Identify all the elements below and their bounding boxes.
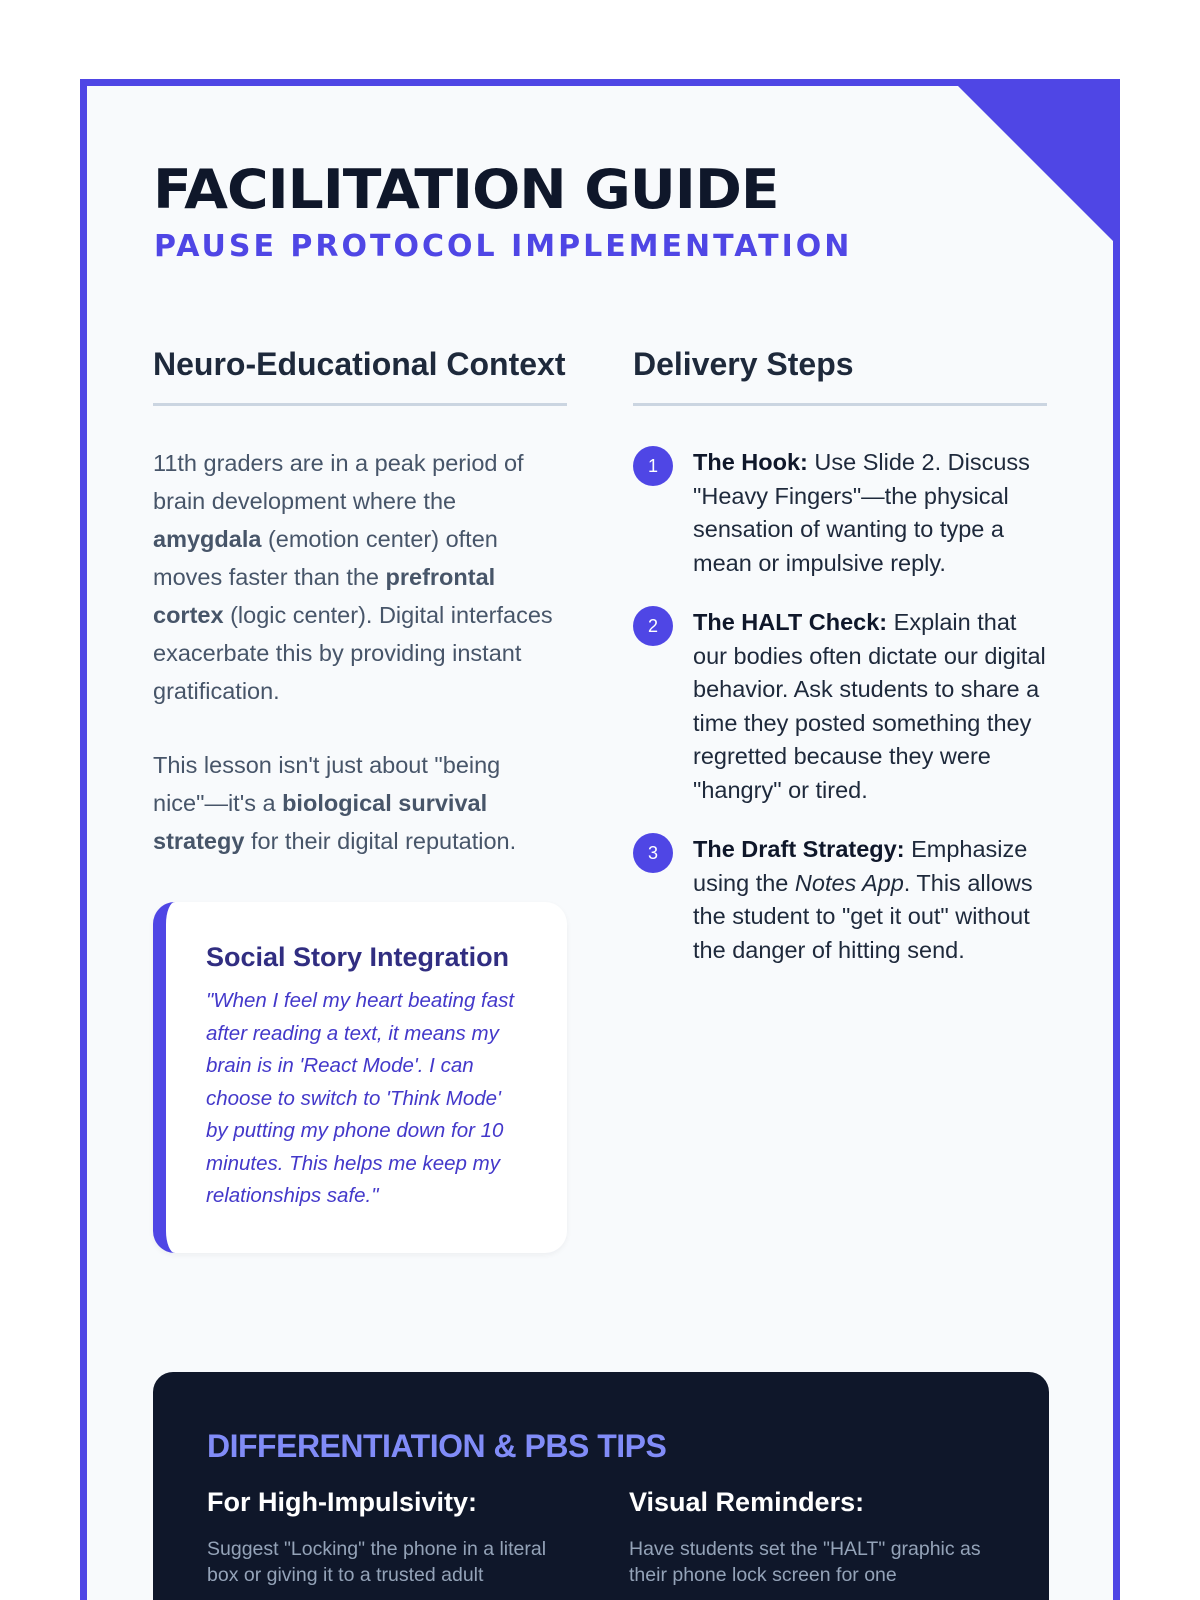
tips-panel xyxy=(153,1372,1049,1600)
step-label: The Draft Strategy: xyxy=(693,836,905,862)
context-bold-strategy: biological survival strategy xyxy=(153,790,488,854)
social-story-callout xyxy=(153,902,567,1253)
step-number-badge: 2 xyxy=(633,606,673,646)
tip-text: Suggest "Locking" the phone in a literal box or giving it to a trusted adult xyxy=(207,1538,547,1586)
step-number-badge: 1 xyxy=(633,446,673,486)
tip-text: Have students set the "HALT" graphic as their phone lock screen for one xyxy=(629,1538,981,1586)
step-label: The HALT Check: xyxy=(693,609,888,635)
context-column xyxy=(153,341,567,1253)
step-text: Use Slide 2. Discuss "Heavy Fingers"—the physical sensation of wanting to type a mean or impulsive reply. xyxy=(693,449,1030,576)
page-subtitle: PAUSE PROTOCOL IMPLEMENTATION xyxy=(154,229,853,264)
corner-accent xyxy=(958,86,1113,241)
step-label: The Hook: xyxy=(693,449,808,475)
context-heading: Neuro-Educational Context xyxy=(153,341,567,406)
step-text: Emphasize using the xyxy=(693,836,1028,896)
page-title: FACILITATION GUIDE xyxy=(153,158,779,221)
delivery-steps-list xyxy=(633,446,1047,967)
context-bold-amygdala: amygdala xyxy=(153,526,262,552)
context-text: This lesson isn't just about "being nice"—it's a xyxy=(153,752,501,816)
delivery-column xyxy=(633,341,1047,993)
delivery-heading: Delivery Steps xyxy=(633,341,1047,406)
step-text-emphasis: Notes App xyxy=(794,869,904,896)
context-paragraph-2 xyxy=(153,746,567,860)
step-text: . This allows the student to "get it out" without the danger of hitting send. xyxy=(693,869,1033,963)
context-text: for their digital reputation. xyxy=(244,828,517,854)
context-text: (emotion center) often moves faster than the xyxy=(153,526,498,590)
context-text: (logic center). Digital interfaces exacerbate this by providing instant gratification. xyxy=(153,602,553,704)
tip-heading: For High-Impulsivity: xyxy=(207,1487,477,1517)
facilitation-guide-card xyxy=(80,79,1120,1600)
tip-visual-reminders xyxy=(629,1487,999,1588)
social-story-quote: "When I feel my heart beating fast after reading a text, it means my brain is in 'React Mode'. I can choose to switch to 'Think Mode' by putting my phone down for 10 minutes. This helps me keep my relationships safe." xyxy=(206,989,515,1207)
delivery-step xyxy=(633,446,1047,580)
context-bold-prefrontal: prefrontal cortex xyxy=(153,564,496,628)
social-story-title: Social Story Integration xyxy=(206,942,510,972)
context-paragraph-1 xyxy=(153,444,567,710)
tips-title: DIFFERENTIATION & PBS TIPS xyxy=(207,1428,667,1464)
delivery-step xyxy=(633,833,1047,967)
tip-high-impulsivity xyxy=(207,1487,577,1588)
step-text: Explain that our bodies often dictate our digital behavior. Ask students to share a time they posted something they regretted because they were "hangry" or tired. xyxy=(693,609,1046,803)
delivery-step xyxy=(633,606,1047,807)
step-number-badge: 3 xyxy=(633,833,673,873)
context-text: 11th graders are in a peak period of brain development where the xyxy=(153,450,524,514)
tip-heading: Visual Reminders: xyxy=(629,1487,865,1517)
